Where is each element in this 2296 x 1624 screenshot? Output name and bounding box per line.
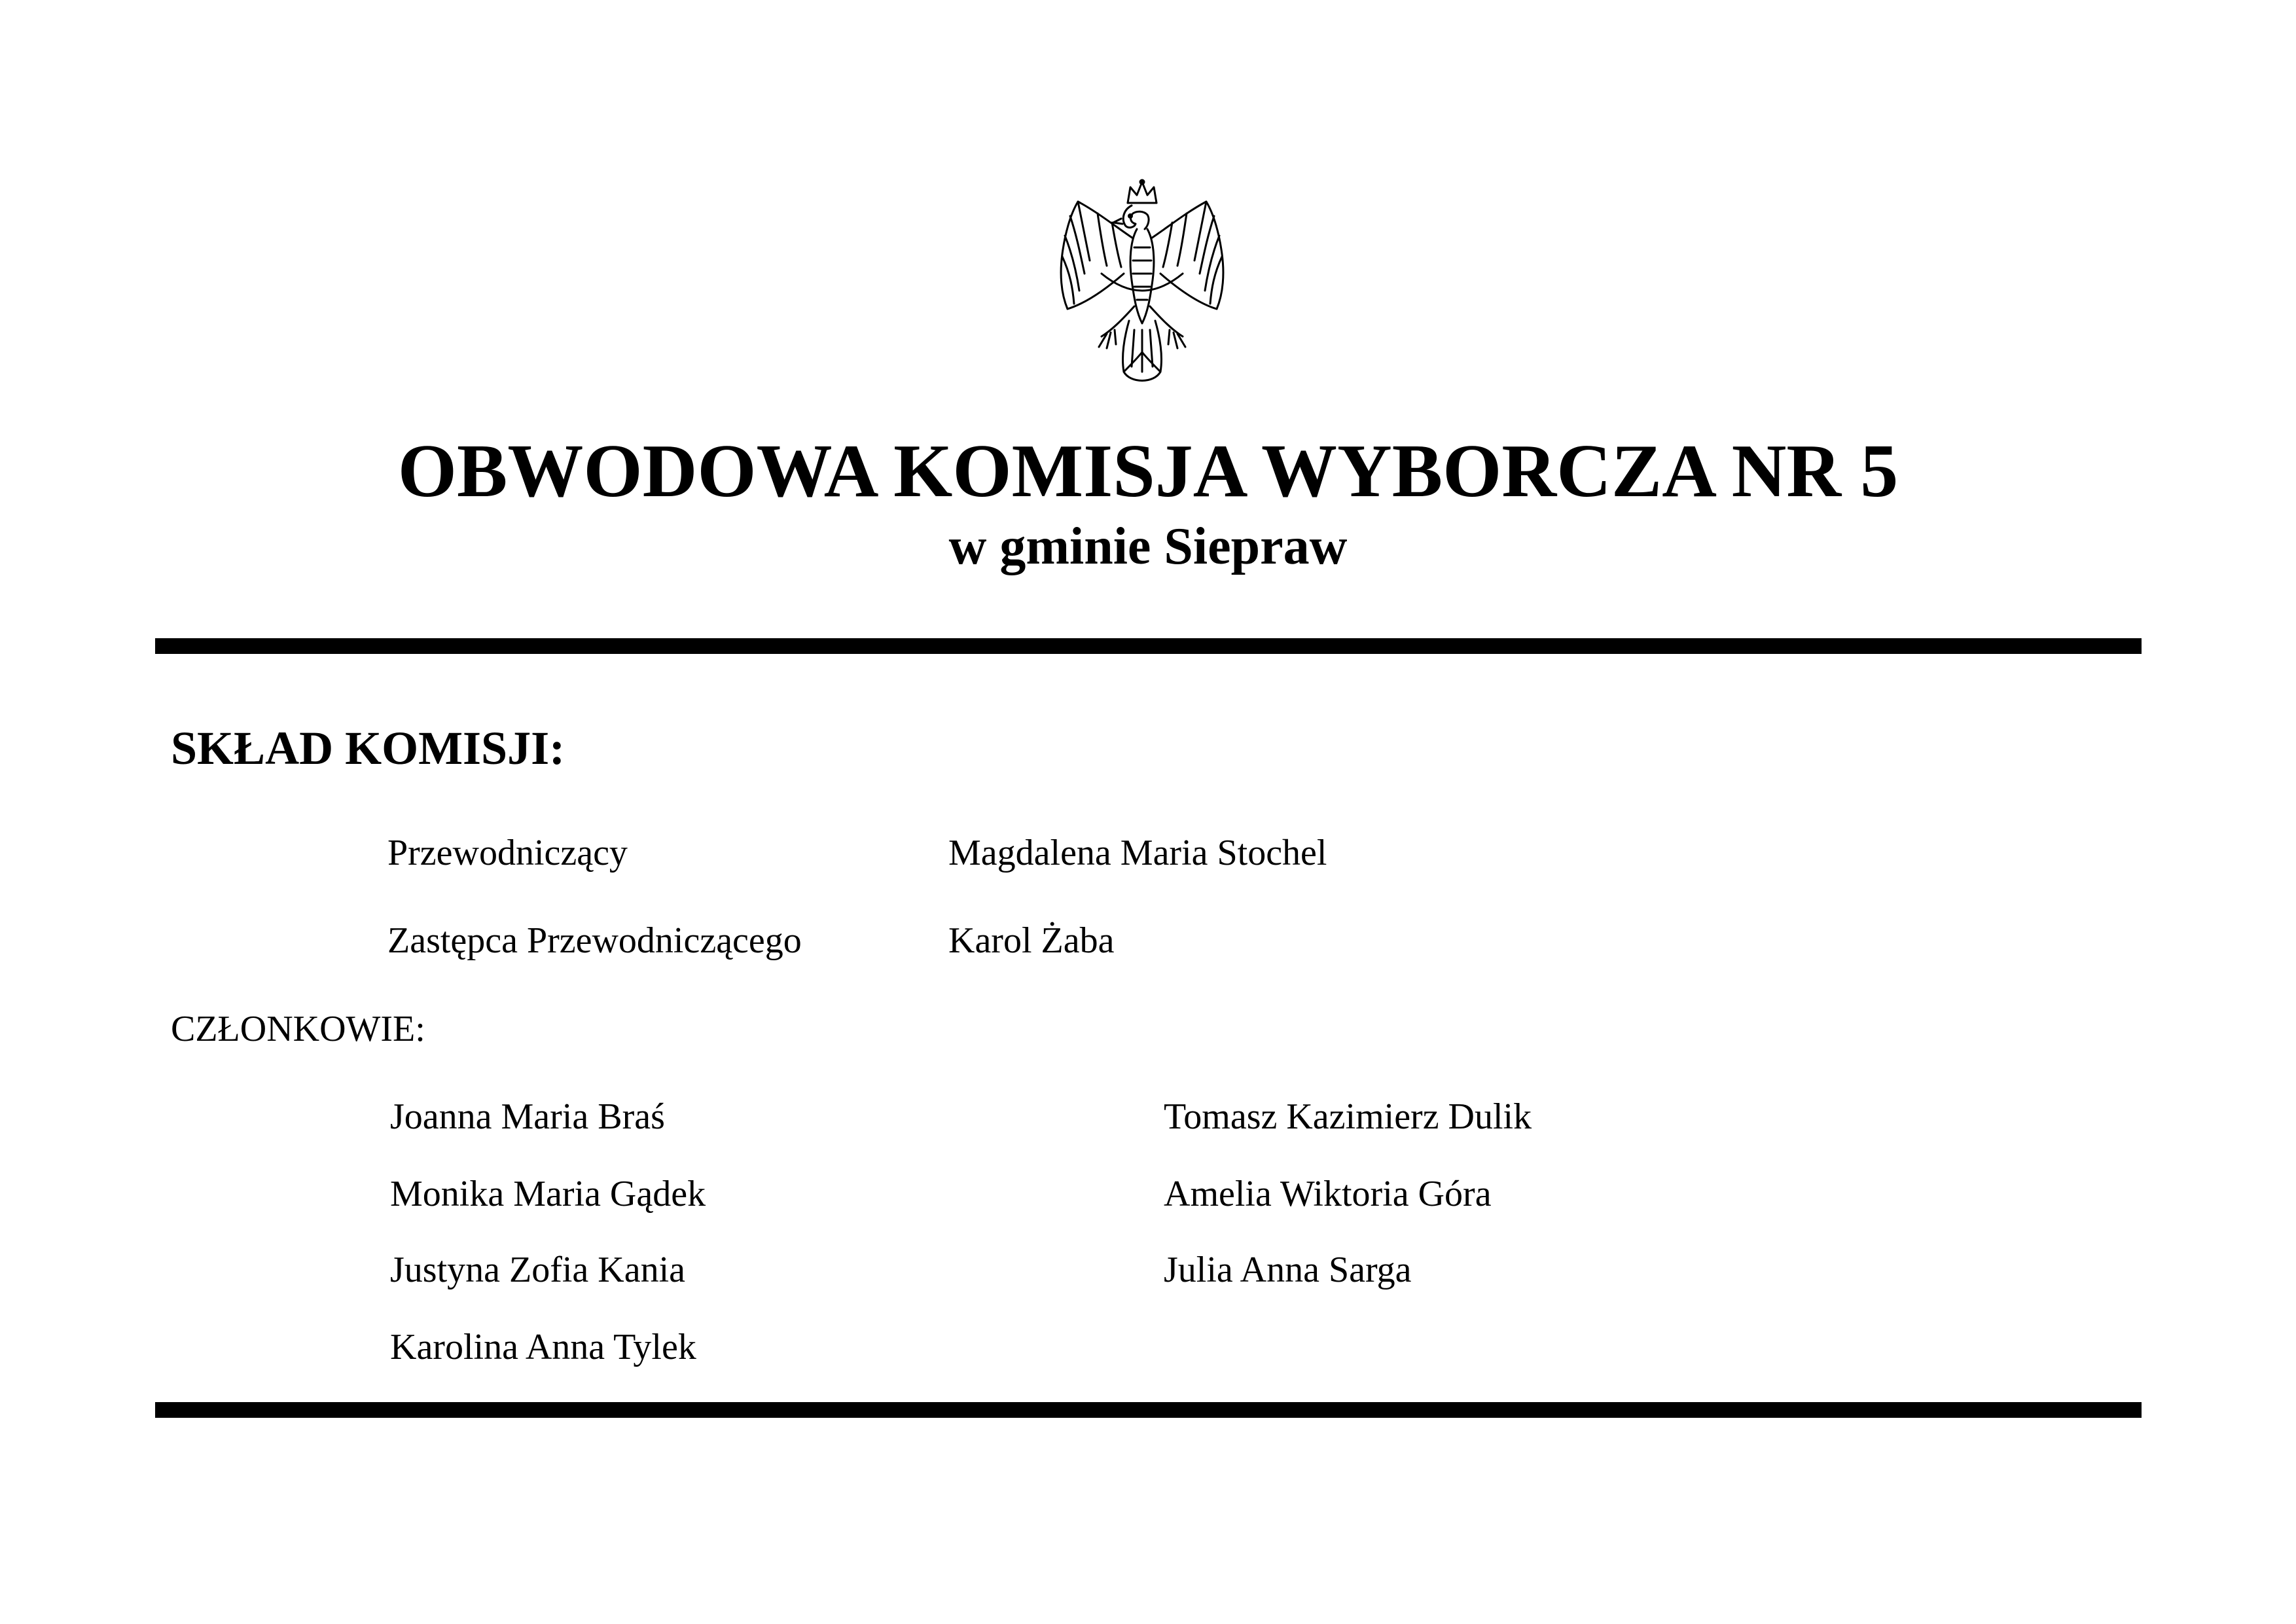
member-name: Tomasz Kazimierz Dulik	[1164, 1096, 1532, 1137]
member-name: Karolina Anna Tylek	[390, 1327, 696, 1367]
member-name: Amelia Wiktoria Góra	[1164, 1174, 1492, 1214]
deputy-chair-name: Karol Żaba	[948, 920, 1115, 961]
polish-eagle-emblem-icon	[1039, 175, 1246, 393]
members-heading: CZŁONKOWIE:	[171, 1009, 425, 1049]
member-name: Joanna Maria Braś	[390, 1096, 665, 1137]
chair-name: Magdalena Maria Stochel	[948, 833, 1327, 873]
chair-role-label: Przewodniczący	[387, 833, 628, 873]
page-subtitle: w gminie Siepraw	[948, 518, 1348, 575]
member-name: Justyna Zofia Kania	[390, 1250, 685, 1290]
member-name: Julia Anna Sarga	[1164, 1250, 1412, 1290]
member-name: Monika Maria Gądek	[390, 1174, 706, 1214]
top-divider	[155, 638, 2142, 654]
deputy-chair-role-label: Zastępca Przewodniczącego	[387, 920, 802, 961]
bottom-divider	[155, 1402, 2142, 1418]
page-title: OBWODOWA KOMISJA WYBORCZA NR 5	[397, 429, 1899, 513]
composition-heading: SKŁAD KOMISJI:	[171, 722, 565, 774]
